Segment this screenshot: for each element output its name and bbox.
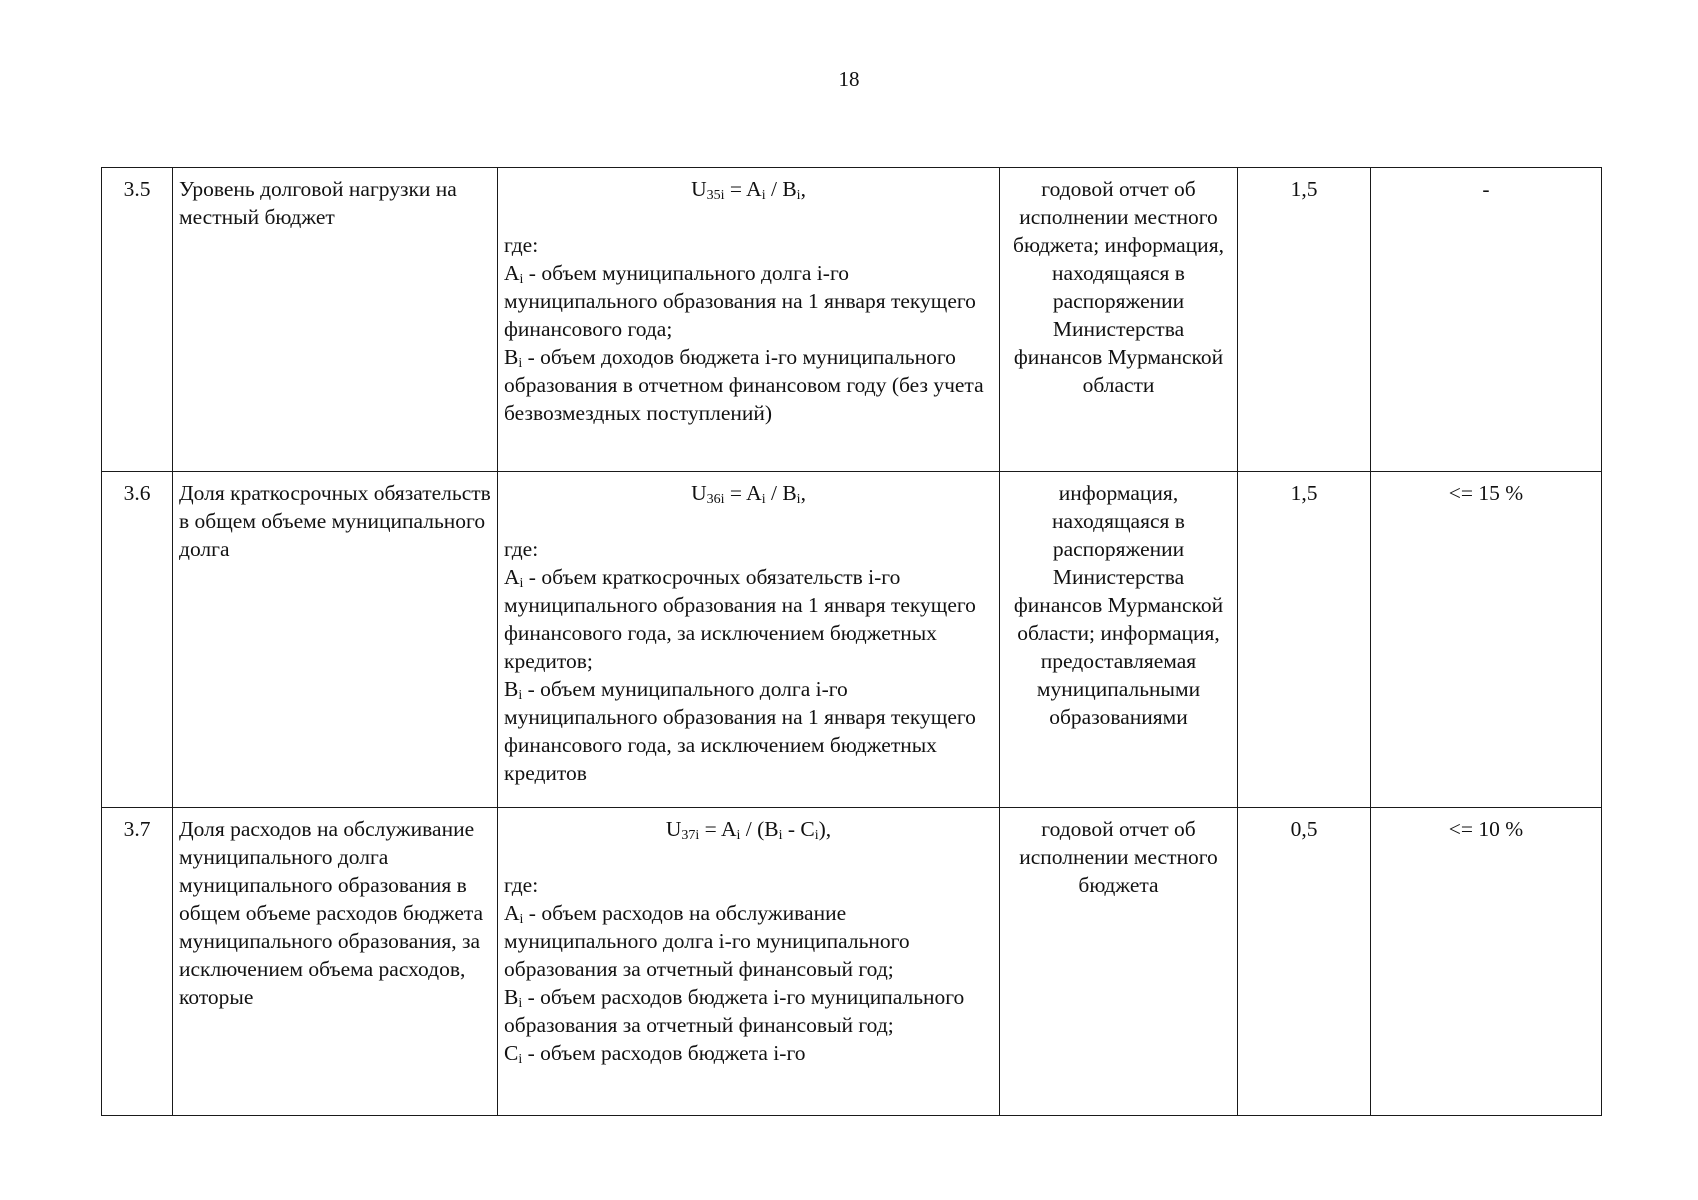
variable-definition: $A_i$ - объем расходов на обслуживание муниципального долга i-го муниципального образования за отчетный финансовый год; [504,901,910,981]
variable-definition: $B_i$ - объем доходов бюджета i-го муниципального образования в отчетном финансовом году (без учета безвозмездных поступлений) [504,345,984,425]
indicator-name: Доля краткосрочных обязательств в общем объеме муниципального долга [173,472,498,808]
calculation-formula [498,472,1000,808]
where-label: где: [504,233,539,257]
calculation-formula [498,808,1000,1116]
norm-value: <= 10 % [1371,808,1602,1116]
row-number: 3.5 [102,168,173,472]
variable-definition: $C_i$ - объем расходов бюджета i-го [504,1041,806,1067]
data-source: годовой отчет об исполнении местного бюджета; информация, находящаяся в распоряжении Министерства финансов Мурманской области [1000,168,1238,472]
weight-coefficient: 0,5 [1238,808,1371,1116]
table-row [102,808,1602,1116]
data-source: информация, находящаяся в распоряжении Министерства финансов Мурманской области; информация, предоставляемая муниципальными образованиями [1000,472,1238,808]
variable-definition: $B_i$ - объем расходов бюджета i-го муниципального образования за отчетный финансовый год; [504,985,965,1037]
formula: $U_{35i} = A_i / B_i$, [691,177,806,203]
norm-value: <= 15 % [1371,472,1602,808]
where-label: где: [504,873,539,897]
calculation-formula [498,168,1000,472]
variable-definition: $B_i$ - объем муниципального долга i-го муниципального образования на 1 января текущего финансового года, за исключением бюджетных кредитов [504,677,976,785]
formula: $U_{36i} = A_i / B_i$, [691,481,806,507]
indicator-name: Уровень долговой нагрузки на местный бюджет [173,168,498,472]
variable-definition: $A_i$ - объем муниципального долга i-го муниципального образования на 1 января текущего финансового года; [504,261,976,341]
norm-value: - [1371,168,1602,472]
indicator-name: Доля расходов на обслуживание муниципального долга муниципального образования в общем объеме расходов бюджета муниципального образования, за исключением объема расходов, которые [173,808,498,1116]
page-number: 18 [838,67,860,91]
formula: $U_{37i} = A_i / (B_i - C_i)$, [665,817,832,843]
variable-definition: $A_i$ - объем краткосрочных обязательств i-го муниципального образования на 1 января текущего финансового года, за исключением бюджетных кредитов; [504,565,976,673]
weight-coefficient: 1,5 [1238,472,1371,808]
table-row [102,472,1602,808]
row-number: 3.6 [102,472,173,808]
row-number: 3.7 [102,808,173,1116]
indicators-table [101,167,1602,1116]
data-source: годовой отчет об исполнении местного бюджета [1000,808,1238,1116]
where-label: где: [504,537,539,561]
table-row [102,168,1602,472]
weight-coefficient: 1,5 [1238,168,1371,472]
